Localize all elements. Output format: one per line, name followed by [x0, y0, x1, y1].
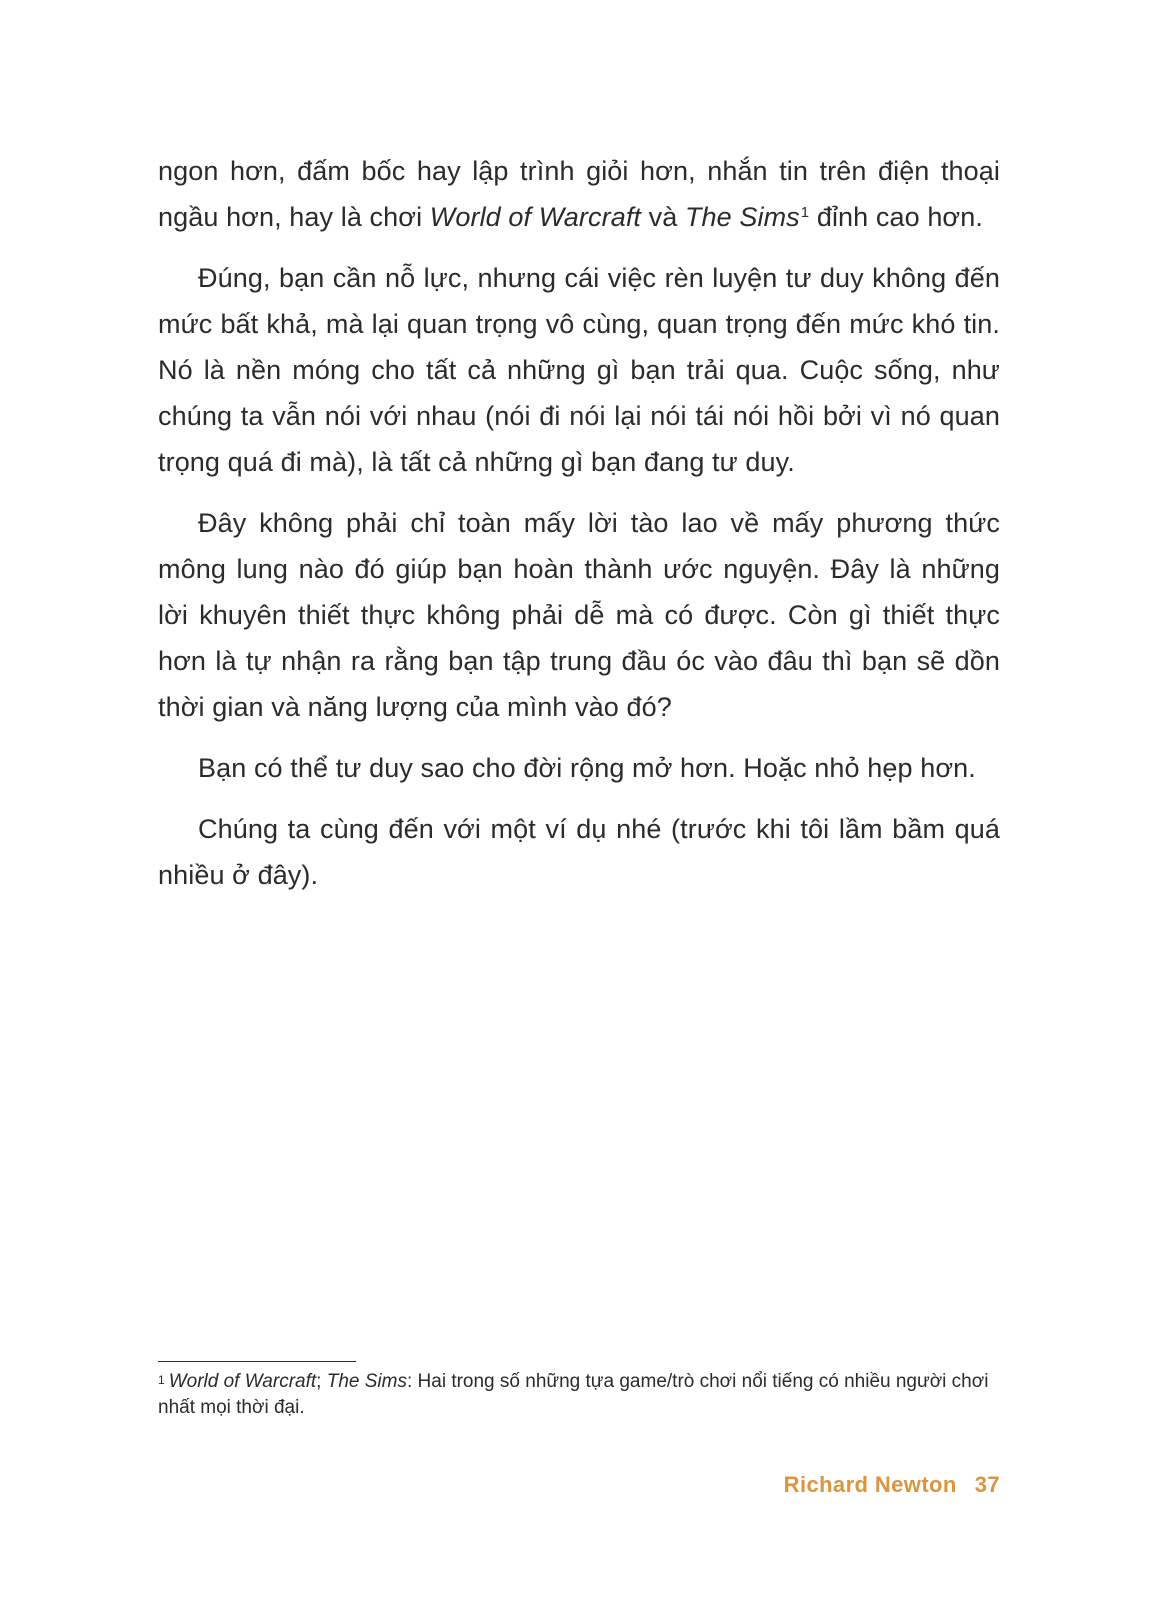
- paragraph-1-part-c: đỉnh cao hơn.: [809, 202, 983, 232]
- footnote-divider: [158, 1361, 356, 1362]
- page-footer: [784, 1472, 1000, 1498]
- paragraph-4: Bạn có thể tư duy sao cho đời rộng mở hơn. Hoặc nhỏ hẹp hơn.: [198, 753, 976, 783]
- body-text: [158, 148, 1000, 913]
- page-number: 37: [974, 1472, 1000, 1497]
- footnote: [158, 1369, 1000, 1421]
- paragraph-1: [158, 148, 1000, 240]
- footnote-game-world-of-warcraft: World of Warcraft: [168, 1371, 317, 1392]
- paragraph-1-part-b: và: [641, 202, 685, 232]
- footnote-reference: 1: [800, 204, 810, 221]
- game-title-world-of-warcraft: World of Warcraft: [429, 202, 642, 232]
- footnote-separator: ;: [316, 1371, 327, 1392]
- footnote-game-the-sims: The Sims: [326, 1371, 407, 1392]
- paragraph-5: Chúng ta cùng đến với một ví dụ nhé (trước khi tôi lầm bầm quá nhiều ở đây).: [158, 814, 1000, 890]
- paragraph-2: Đúng, bạn cần nỗ lực, nhưng cái việc rèn luyện tư duy không đến mức bất khả, mà lại quan trọng vô cùng, quan trọng đến mức khó tin. Nó là nền móng cho tất cả những gì bạn trải qua. Cuộc sống, như chúng ta vẫn nói với nhau (nói đi nói lại nói tái nói hồi bởi vì nó quan trọng quá đi mà), là tất cả những gì bạn đang tư duy.: [158, 263, 1000, 477]
- footnote-text: : Hai trong số những tựa game/trò chơi nổi tiếng có nhiều người chơi nhất mọi thời đại.: [158, 1371, 989, 1418]
- footer-author: Richard Newton: [783, 1472, 957, 1497]
- game-title-the-sims: The Sims: [684, 202, 800, 232]
- paragraph-1-part-a: ngon hơn, đấm bốc hay lập trình giỏi hơn, nhắn tin trên điện thoại ngầu hơn, hay là chơi: [158, 156, 1000, 232]
- paragraph-3: Đây không phải chỉ toàn mấy lời tào lao về mấy phương thức mông lung nào đó giúp bạn hoàn thành ước nguyện. Đây là những lời khuyên thiết thực không phải dễ mà có được. Còn gì thiết thực hơn là tự nhận ra rằng bạn tập trung đầu óc vào đâu thì bạn sẽ dồn thời gian và năng lượng của mình vào đó?: [158, 508, 1000, 722]
- footnote-number: 1: [158, 1373, 165, 1387]
